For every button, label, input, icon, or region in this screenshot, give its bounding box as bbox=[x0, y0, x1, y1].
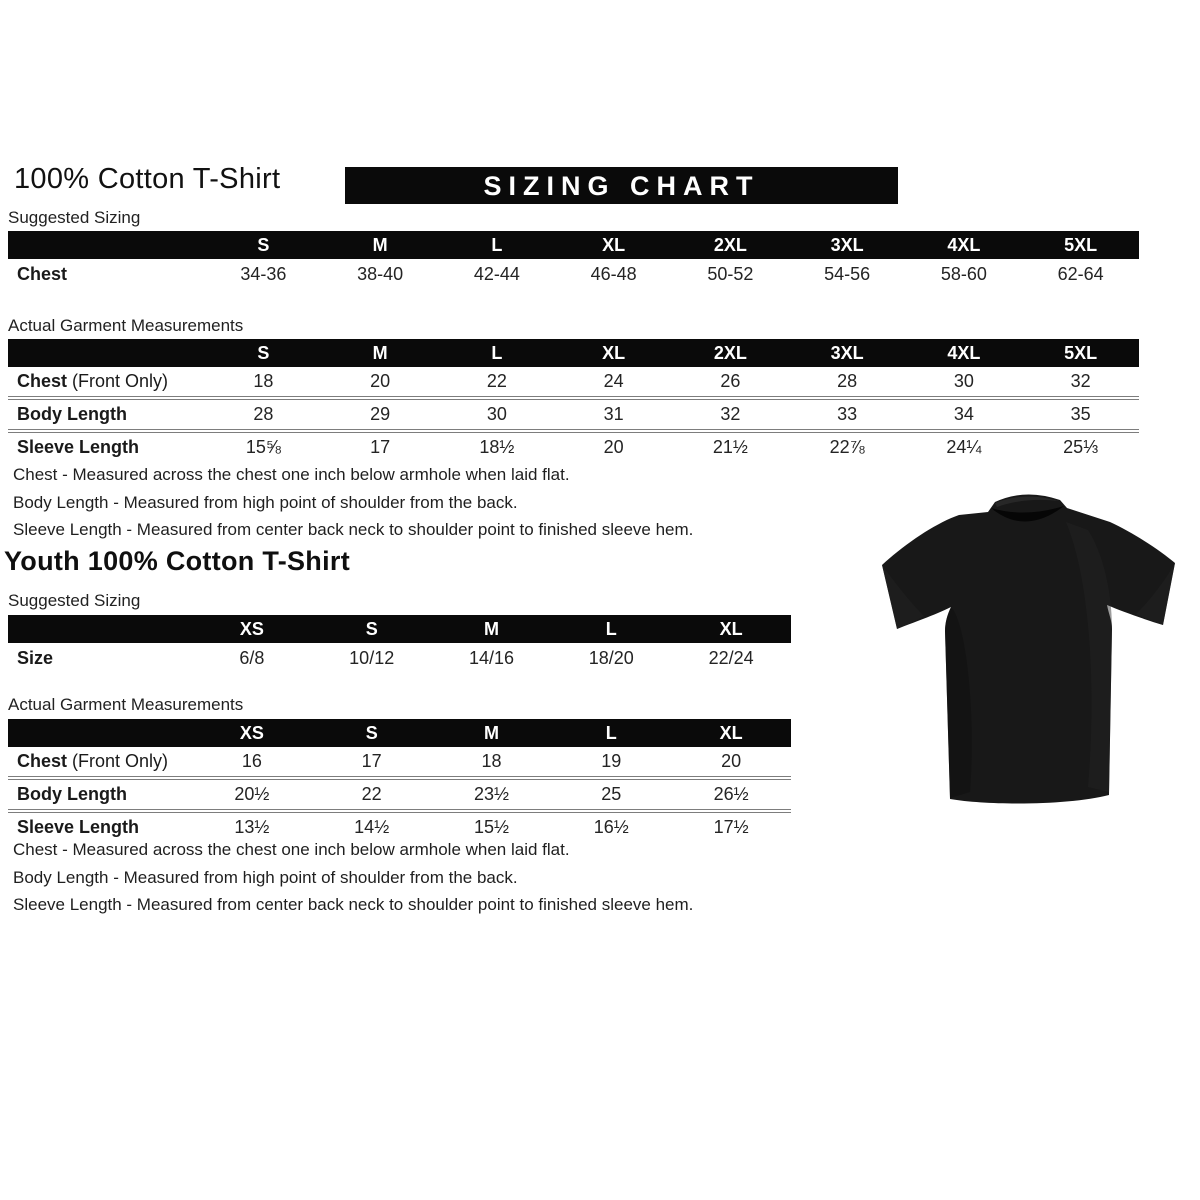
size-col-header: S bbox=[257, 235, 270, 255]
measure-value: 22 bbox=[361, 784, 382, 804]
size-col-header: 4XL bbox=[947, 235, 981, 255]
size-col-header: S bbox=[365, 723, 378, 743]
size-col-header: XS bbox=[239, 619, 264, 639]
measure-value: 35 bbox=[1070, 404, 1091, 424]
measure-value: 20½ bbox=[234, 784, 270, 804]
size-value-cell: 10/12 bbox=[349, 647, 395, 668]
row-label: Sleeve Length bbox=[17, 437, 140, 457]
measure-value: 28 bbox=[253, 404, 274, 424]
measure-value: 31 bbox=[603, 404, 624, 424]
size-col-header: L bbox=[491, 343, 503, 363]
note-chest: Chest - Measured across the chest one inch below armhole when laid flat. bbox=[13, 465, 570, 484]
measure-value: 34 bbox=[953, 404, 974, 424]
size-col-header: XS bbox=[239, 723, 264, 743]
size-col-header: L bbox=[605, 619, 617, 639]
measure-value: 20 bbox=[603, 437, 624, 457]
table-row-body-length bbox=[8, 396, 1139, 429]
measure-value: 15½ bbox=[473, 817, 510, 837]
youth-section-title: Youth 100% Cotton T-Shirt bbox=[4, 546, 350, 576]
measure-value: 23½ bbox=[473, 784, 510, 804]
measure-value: 30 bbox=[953, 371, 974, 391]
size-value-cell: 6/8 bbox=[239, 647, 265, 668]
measure-value: 18 bbox=[481, 751, 502, 771]
size-col-header: S bbox=[257, 343, 270, 363]
size-value-cell: 58-60 bbox=[940, 263, 987, 284]
youth-suggested-sizing-table bbox=[8, 615, 791, 673]
adult-measurement-notes bbox=[13, 461, 693, 544]
measure-value: 22 bbox=[486, 371, 507, 391]
adult-suggested-sizing-table bbox=[8, 231, 1139, 289]
row-label: Chest bbox=[17, 263, 68, 284]
table-header-row bbox=[8, 339, 1139, 367]
measure-value: 29 bbox=[370, 404, 391, 424]
size-value-cell: 54-56 bbox=[824, 263, 871, 284]
table-row-chest bbox=[8, 747, 791, 776]
row-label: Body Length bbox=[17, 404, 127, 424]
measure-value: 25⅓ bbox=[1063, 437, 1099, 457]
size-value-cell: 62-64 bbox=[1057, 263, 1104, 284]
size-col-header: 3XL bbox=[830, 343, 864, 363]
youth-measurement-notes bbox=[13, 836, 693, 919]
measure-value: 13½ bbox=[234, 817, 270, 837]
size-col-header: M bbox=[372, 343, 388, 363]
measure-value: 33 bbox=[837, 404, 858, 424]
note-body-length: Body Length - Measured from high point of shoulder from the back. bbox=[13, 492, 518, 512]
measure-value: 22⅞ bbox=[829, 437, 865, 457]
measure-value: 26½ bbox=[713, 784, 749, 804]
size-col-header: S bbox=[365, 619, 378, 639]
measure-value: 18½ bbox=[479, 437, 515, 457]
measure-value: 20 bbox=[721, 751, 742, 771]
row-label: Sleeve Length bbox=[17, 817, 140, 837]
row-label: Chest (Front Only) bbox=[17, 371, 169, 391]
measure-value: 32 bbox=[720, 404, 741, 424]
measure-value: 16½ bbox=[593, 817, 629, 837]
table-row bbox=[8, 259, 1139, 289]
size-col-header: 4XL bbox=[947, 343, 981, 363]
measure-value: 28 bbox=[837, 371, 858, 391]
table-header-row bbox=[8, 615, 791, 643]
size-value-cell: 22/24 bbox=[708, 647, 754, 668]
row-label: Chest (Front Only) bbox=[17, 751, 169, 771]
measure-value: 25 bbox=[601, 784, 622, 804]
size-col-header: XL bbox=[602, 343, 626, 363]
table-row-body-length bbox=[8, 776, 791, 809]
section-label-suggested-sizing: Suggested Sizing bbox=[8, 208, 141, 227]
size-col-header: 5XL bbox=[1064, 235, 1098, 255]
measure-value: 17 bbox=[361, 751, 382, 771]
size-col-header: XL bbox=[602, 235, 626, 255]
page-title: 100% Cotton T-Shirt bbox=[14, 163, 281, 195]
size-col-header: L bbox=[491, 235, 503, 255]
size-col-header: 3XL bbox=[830, 235, 864, 255]
measure-value: 14½ bbox=[354, 817, 390, 837]
note-body-length: Body Length - Measured from high point of shoulder from the back. bbox=[13, 867, 518, 887]
measure-value: 26 bbox=[720, 371, 741, 391]
section-label-garment-measurements: Actual Garment Measurements bbox=[8, 316, 244, 335]
size-col-header: 2XL bbox=[713, 235, 747, 255]
size-value-cell: 34-36 bbox=[240, 263, 287, 284]
note-sleeve-length: Sleeve Length - Measured from center back neck to shoulder point to finished sleeve hem. bbox=[13, 895, 694, 914]
table-row bbox=[8, 643, 791, 673]
note-sleeve-length: Sleeve Length - Measured from center back neck to shoulder point to finished sleeve hem. bbox=[13, 520, 694, 539]
adult-measurements-table bbox=[8, 339, 1139, 462]
section-label-garment-measurements: Actual Garment Measurements bbox=[8, 695, 244, 714]
measure-value: 17½ bbox=[713, 817, 749, 837]
table-row-chest bbox=[8, 367, 1139, 396]
note-chest: Chest - Measured across the chest one inch below armhole when laid flat. bbox=[13, 840, 570, 859]
row-label: Size bbox=[17, 647, 54, 668]
measure-value: 20 bbox=[370, 371, 391, 391]
measure-value: 24¼ bbox=[946, 437, 982, 457]
table-row-sleeve-length bbox=[8, 429, 1139, 462]
size-col-header: 2XL bbox=[713, 343, 747, 363]
table-header-row bbox=[8, 719, 791, 747]
measure-value: 18 bbox=[253, 371, 274, 391]
measure-value: 16 bbox=[241, 751, 262, 771]
size-value-cell: 14/16 bbox=[468, 647, 515, 668]
size-col-header: XL bbox=[719, 723, 743, 743]
size-value-cell: 50-52 bbox=[707, 263, 754, 284]
measure-value: 24 bbox=[603, 371, 624, 391]
size-value-cell: 46-48 bbox=[590, 263, 637, 284]
row-label: Body Length bbox=[17, 784, 127, 804]
measure-value: 21½ bbox=[712, 437, 748, 457]
measure-value: 32 bbox=[1070, 371, 1091, 391]
measure-value: 19 bbox=[601, 751, 622, 771]
measure-value: 30 bbox=[486, 404, 507, 424]
measure-value: 15⅝ bbox=[245, 437, 281, 457]
size-value-cell: 42-44 bbox=[473, 263, 520, 284]
size-col-header: M bbox=[372, 235, 388, 255]
size-col-header: M bbox=[483, 723, 499, 743]
size-value-cell: 38-40 bbox=[357, 263, 404, 284]
size-col-header: M bbox=[483, 619, 499, 639]
table-header-row bbox=[8, 231, 1139, 259]
youth-measurements-table bbox=[8, 719, 791, 842]
measure-value: 17 bbox=[370, 437, 391, 457]
sizing-chart-banner: SIZING CHART bbox=[345, 167, 898, 204]
size-col-header: XL bbox=[719, 619, 743, 639]
size-value-cell: 18/20 bbox=[588, 647, 634, 668]
size-col-header: 5XL bbox=[1064, 343, 1098, 363]
section-label-suggested-sizing: Suggested Sizing bbox=[8, 591, 141, 610]
size-col-header: L bbox=[605, 723, 617, 743]
tshirt-image bbox=[866, 462, 1200, 830]
